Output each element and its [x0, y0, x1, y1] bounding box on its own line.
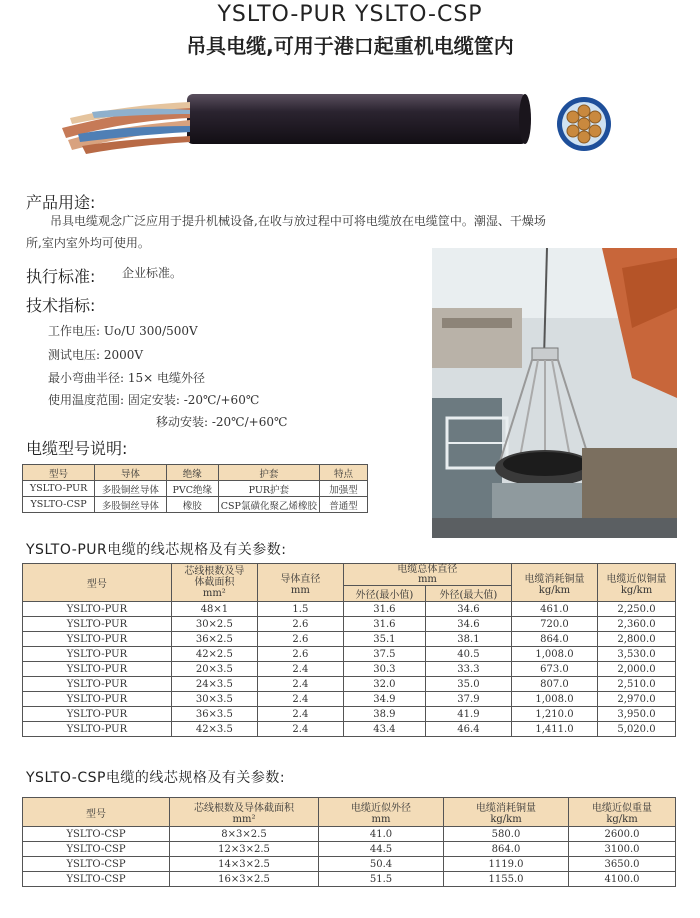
table-row [23, 842, 676, 857]
table-cell: 1,411.0 [511, 722, 597, 737]
table-cell: PUR护套 [218, 481, 319, 497]
csp-col-weight-label: 电缆近似重量 [592, 803, 652, 814]
table-cell: 36×3.5 [171, 707, 257, 722]
csp-col-weight [569, 798, 676, 827]
table-cell: 31.6 [343, 602, 425, 617]
csp-col-copper [444, 798, 569, 827]
table-cell: 36×2.5 [171, 632, 257, 647]
table-cell: 50.4 [319, 857, 444, 872]
table-cell: YSLTO-PUR [23, 647, 172, 662]
pur-spec-table [22, 563, 676, 737]
table-cell: 34.6 [425, 617, 511, 632]
table-cell: 720.0 [511, 617, 597, 632]
table-cell: 8×3×2.5 [170, 827, 319, 842]
table-cell: 37.5 [343, 647, 425, 662]
model-col-model: 型号 [23, 465, 95, 481]
table-cell: 51.5 [319, 872, 444, 887]
table-cell: 2.4 [257, 662, 343, 677]
table-cell: 普通型 [319, 497, 367, 513]
table-cell: 864.0 [511, 632, 597, 647]
csp-col-cores [170, 798, 319, 827]
table-cell: 2600.0 [569, 827, 676, 842]
table-cell: CSP氯磺化聚乙烯橡胶 [218, 497, 319, 513]
pur-col-outer-min: 外径(最小值) [343, 586, 425, 602]
pur-col-cores-label: 芯线根数及导体截面积 [184, 566, 245, 588]
table-row [23, 497, 368, 513]
table-cell: 3,530.0 [598, 647, 676, 662]
table-cell: 2.6 [257, 617, 343, 632]
pur-col-copper [511, 564, 597, 602]
usage-line-1: 吊具电缆观念广泛应用于提升机械设备,在收与放过程中可将电缆放在电缆筐中。潮湿、干燥场 [50, 214, 546, 228]
table-cell: 33.3 [425, 662, 511, 677]
crane-photo [432, 248, 677, 538]
csp-table-title: YSLTO-CSP电缆的线芯规格及有关参数: [26, 770, 286, 786]
csp-header-row [23, 798, 676, 827]
table-cell: 35.1 [343, 632, 425, 647]
usage-line-2: 所,室内室外均可使用。 [26, 236, 150, 250]
table-cell: 40.5 [425, 647, 511, 662]
csp-col-model: 型号 [23, 798, 170, 827]
pur-col-copper-unit: kg/km [538, 584, 571, 596]
csp-col-outer-label: 电缆近似外径 [351, 803, 411, 814]
table-cell: 38.9 [343, 707, 425, 722]
csp-col-outer [319, 798, 444, 827]
table-cell: 48×1 [171, 602, 257, 617]
table-cell: 1,008.0 [511, 647, 597, 662]
table-cell: 1155.0 [444, 872, 569, 887]
spec-temp-mobile: 移动安装: -20℃/+60℃ [156, 415, 288, 429]
table-cell: 1119.0 [444, 857, 569, 872]
usage-heading: 产品用途: [26, 193, 96, 212]
table-cell: 35.0 [425, 677, 511, 692]
table-cell: 34.6 [425, 602, 511, 617]
table-cell: 41.0 [319, 827, 444, 842]
table-row [23, 827, 676, 842]
table-cell: 24×3.5 [171, 677, 257, 692]
csp-col-copper-unit: kg/km [490, 814, 522, 825]
table-cell: 580.0 [444, 827, 569, 842]
table-cell: 1,008.0 [511, 692, 597, 707]
spec-temp-fixed: 使用温度范围: 固定安装: -20℃/+60℃ [48, 393, 260, 407]
table-cell: 44.5 [319, 842, 444, 857]
table-cell: 16×3×2.5 [170, 872, 319, 887]
table-cell: 807.0 [511, 677, 597, 692]
table-row [23, 692, 676, 707]
table-row [23, 677, 676, 692]
spec-bend-radius: 最小弯曲半径: 15× 电缆外径 [48, 371, 205, 385]
pur-table-title: YSLTO-PUR电缆的线芯规格及有关参数: [26, 542, 287, 558]
model-table [22, 464, 368, 513]
table-cell: 加强型 [319, 481, 367, 497]
tech-heading: 技术指标: [26, 296, 96, 315]
pur-col-outer-unit: mm [417, 574, 437, 585]
table-row [23, 481, 368, 497]
table-cell: PVC绝缘 [166, 481, 218, 497]
table-row [23, 857, 676, 872]
table-cell: YSLTO-PUR [23, 692, 172, 707]
pur-col-conductor [257, 564, 343, 602]
table-cell: 20×3.5 [171, 662, 257, 677]
table-cell: 43.4 [343, 722, 425, 737]
table-cell: 2,510.0 [598, 677, 676, 692]
pur-col-conductor-unit: mm [290, 584, 310, 596]
table-cell: 2,970.0 [598, 692, 676, 707]
table-cell: 34.9 [343, 692, 425, 707]
table-cell: YSLTO-PUR [23, 617, 172, 632]
table-row [23, 617, 676, 632]
table-row [23, 632, 676, 647]
table-cell: YSLTO-CSP [23, 872, 170, 887]
table-cell: 46.4 [425, 722, 511, 737]
table-cell: YSLTO-CSP [23, 842, 170, 857]
cable-illustration [62, 88, 532, 158]
pur-col-cores-unit: mm² [202, 588, 226, 599]
csp-col-cores-unit: mm² [232, 814, 256, 825]
table-cell: 14×3×2.5 [170, 857, 319, 872]
model-col-sheath: 护套 [218, 465, 319, 481]
pur-col-cores [171, 564, 257, 602]
table-cell: 2.4 [257, 677, 343, 692]
table-cell: 38.1 [425, 632, 511, 647]
pur-col-weight [598, 564, 676, 602]
table-cell: 461.0 [511, 602, 597, 617]
table-cell: 5,020.0 [598, 722, 676, 737]
table-row [23, 722, 676, 737]
model-table-header-row [23, 465, 368, 481]
csp-col-copper-label: 电缆消耗铜量 [476, 803, 536, 814]
table-cell: YSLTO-CSP [23, 857, 170, 872]
table-cell: 2,360.0 [598, 617, 676, 632]
table-cell: 2.4 [257, 722, 343, 737]
table-cell: 30×3.5 [171, 692, 257, 707]
table-cell: 1.5 [257, 602, 343, 617]
table-cell: YSLTO-PUR [23, 677, 172, 692]
pur-col-copper-label: 电缆消耗铜量 [524, 573, 585, 585]
table-cell: 多股铜丝导体 [95, 497, 166, 513]
pur-col-weight-label: 电缆近似铜量 [606, 573, 667, 585]
pur-col-outer-label: 电缆总体直径 [397, 564, 458, 575]
model-table-heading: 电缆型号说明: [26, 439, 128, 458]
pur-col-model: 型号 [23, 564, 172, 602]
standard-heading: 执行标准: [26, 267, 96, 286]
table-cell: 30×2.5 [171, 617, 257, 632]
table-row [23, 707, 676, 722]
csp-spec-table [22, 797, 676, 887]
table-cell: 3,950.0 [598, 707, 676, 722]
pur-col-outer [343, 564, 511, 586]
csp-col-weight-unit: kg/km [606, 814, 638, 825]
page-title-cn: 吊具电缆,可用于港口起重机电缆筐内 [186, 34, 514, 58]
table-row [23, 647, 676, 662]
table-cell: 4100.0 [569, 872, 676, 887]
pur-header-row-1 [23, 564, 676, 586]
table-cell: 12×3×2.5 [170, 842, 319, 857]
table-cell: 2,800.0 [598, 632, 676, 647]
spec-test-voltage: 测试电压: 2000V [48, 348, 144, 362]
cable-cross-section-icon [556, 96, 612, 152]
table-cell: YSLTO-PUR [23, 707, 172, 722]
table-cell: YSLTO-PUR [23, 722, 172, 737]
table-cell: 2.6 [257, 632, 343, 647]
table-cell: 31.6 [343, 617, 425, 632]
table-cell: YSLTO-CSP [23, 497, 95, 513]
table-row [23, 602, 676, 617]
table-cell: YSLTO-PUR [23, 662, 172, 677]
model-col-feature: 特点 [319, 465, 367, 481]
table-cell: 3100.0 [569, 842, 676, 857]
csp-col-cores-label: 芯线根数及导体截面积 [194, 803, 294, 814]
table-cell: 673.0 [511, 662, 597, 677]
pur-col-weight-unit: kg/km [620, 584, 653, 596]
table-cell: YSLTO-PUR [23, 632, 172, 647]
pur-col-outer-max: 外径(最大值) [425, 586, 511, 602]
model-col-insulation: 绝缘 [166, 465, 218, 481]
model-col-conductor: 导体 [95, 465, 166, 481]
standard-value: 企业标准。 [122, 266, 183, 280]
table-cell: YSLTO-PUR [23, 481, 95, 497]
table-cell: YSLTO-PUR [23, 602, 172, 617]
table-cell: 2,250.0 [598, 602, 676, 617]
table-cell: 37.9 [425, 692, 511, 707]
table-row [23, 662, 676, 677]
table-cell: 42×3.5 [171, 722, 257, 737]
page-title-en: YSLTO-PUR YSLTO-CSP [217, 2, 483, 27]
table-cell: 41.9 [425, 707, 511, 722]
table-cell: 864.0 [444, 842, 569, 857]
table-cell: 32.0 [343, 677, 425, 692]
table-row [23, 872, 676, 887]
csp-col-outer-unit: mm [371, 814, 391, 825]
table-cell: 1,210.0 [511, 707, 597, 722]
table-cell: 2.6 [257, 647, 343, 662]
table-cell: 42×2.5 [171, 647, 257, 662]
spec-voltage: 工作电压: Uo/U 300/500V [48, 324, 198, 338]
table-cell: YSLTO-CSP [23, 827, 170, 842]
table-cell: 2,000.0 [598, 662, 676, 677]
pur-col-conductor-label: 导体直径 [280, 573, 321, 585]
table-cell: 多股铜丝导体 [95, 481, 166, 497]
table-cell: 橡胶 [166, 497, 218, 513]
table-cell: 2.4 [257, 707, 343, 722]
table-cell: 2.4 [257, 692, 343, 707]
table-cell: 3650.0 [569, 857, 676, 872]
table-cell: 30.3 [343, 662, 425, 677]
